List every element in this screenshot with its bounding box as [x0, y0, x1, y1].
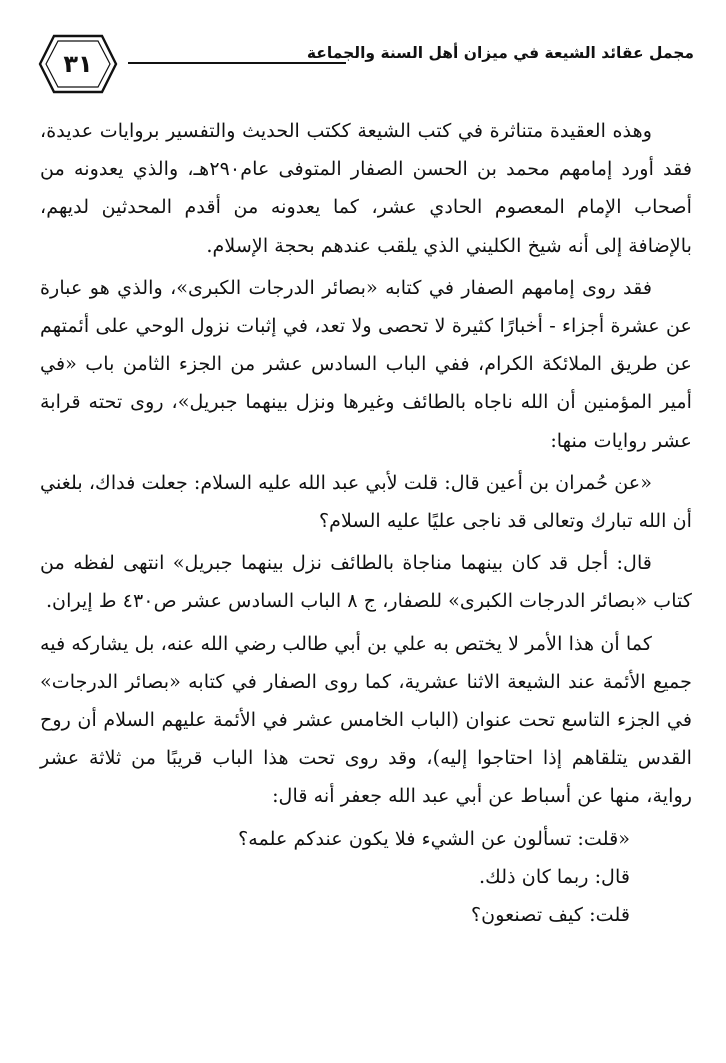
paragraph-5: كما أن هذا الأمر لا يختص به علي بن أبي طالب رضي الله عنه، بل يشاركه فيه جميع الأئمة عند الشيعة الاثنا عشرية، كما روى الصفار في كتابه «بصائر الدرجات» في الجزء التاسع تحت عنوان (الباب الخامس عشر في الأئمة عليهم السلام أن روح القدس يتلقاهم إذا احتاجوا إليه)، وقد روى تحت هذا الباب قريبًا من ثلاثة عشر رواية، منها عن أسباط عن أبي عبد الله جعفر أنه قال:	[40, 631, 692, 808]
page-header	[0, 28, 726, 98]
dialogue-line-2: قال: ربما كان ذلك.	[479, 864, 630, 888]
header-rule	[128, 62, 346, 64]
page-number-badge	[36, 32, 120, 96]
paragraph-1: وهذه العقيدة متناثرة في كتب الشيعة ككتب الحديث والتفسير بروايات عديدة، فقد أورد إمامهم محمد بن الحسن الصفار المتوفى عام٢٩٠هـ، والذي يعدونه من أصحاب الإمام المعصوم الحادي عشر، كما يعدونه من أقدم المحدثين لديهم، بالإضافة إلى أنه شيخ الكليني الذي يلقب عندهم بحجة الإسلام.	[40, 119, 692, 257]
page-number: ٣١	[63, 50, 93, 78]
paragraph-2: فقد روى إمامهم الصفار في كتابه «بصائر الدرجات الكبرى»، والذي هو عبارة عن عشرة أجزاء - أخبارًا كثيرة لا تحصى ولا تعد، في إثبات نزول الوحي على أئمتهم عن طريق الملائكة الكرام، ففي الباب السادس عشر من الجزء الثامن باب «في أمير المؤمنين أن الله ناجاه بالطائف وغيرها ونزل بينهما جبريل»، روى تحته قرابة عشر روايات منها:	[40, 275, 692, 452]
dialogue-line-1: «قلت: تسألون عن الشيء فلا يكون عندكم علمه؟	[238, 826, 630, 850]
paragraph-3-quote: «عن حُمران بن أعين قال: قلت لأبي عبد الله عليه السلام: جعلت فداك، بلغني أن الله تبارك وتعالى قد ناجى عليًا عليه السلام؟	[40, 470, 692, 533]
running-title: مجمل عقائد الشيعة في ميزان أهل السنة والجماعة	[306, 44, 694, 62]
dialogue-line-3: قلت: كيف تصنعون؟	[470, 903, 630, 927]
paragraph-4: قال: أجل قد كان بينهما مناجاة بالطائف نزل بينهما جبريل» انتهى لفظه من كتاب «بصائر الدرجات الكبرى» للصفار، ج ٨ الباب السادس عشر ص٤٣٠ ط إيران.	[40, 551, 692, 613]
page-body	[40, 112, 692, 934]
